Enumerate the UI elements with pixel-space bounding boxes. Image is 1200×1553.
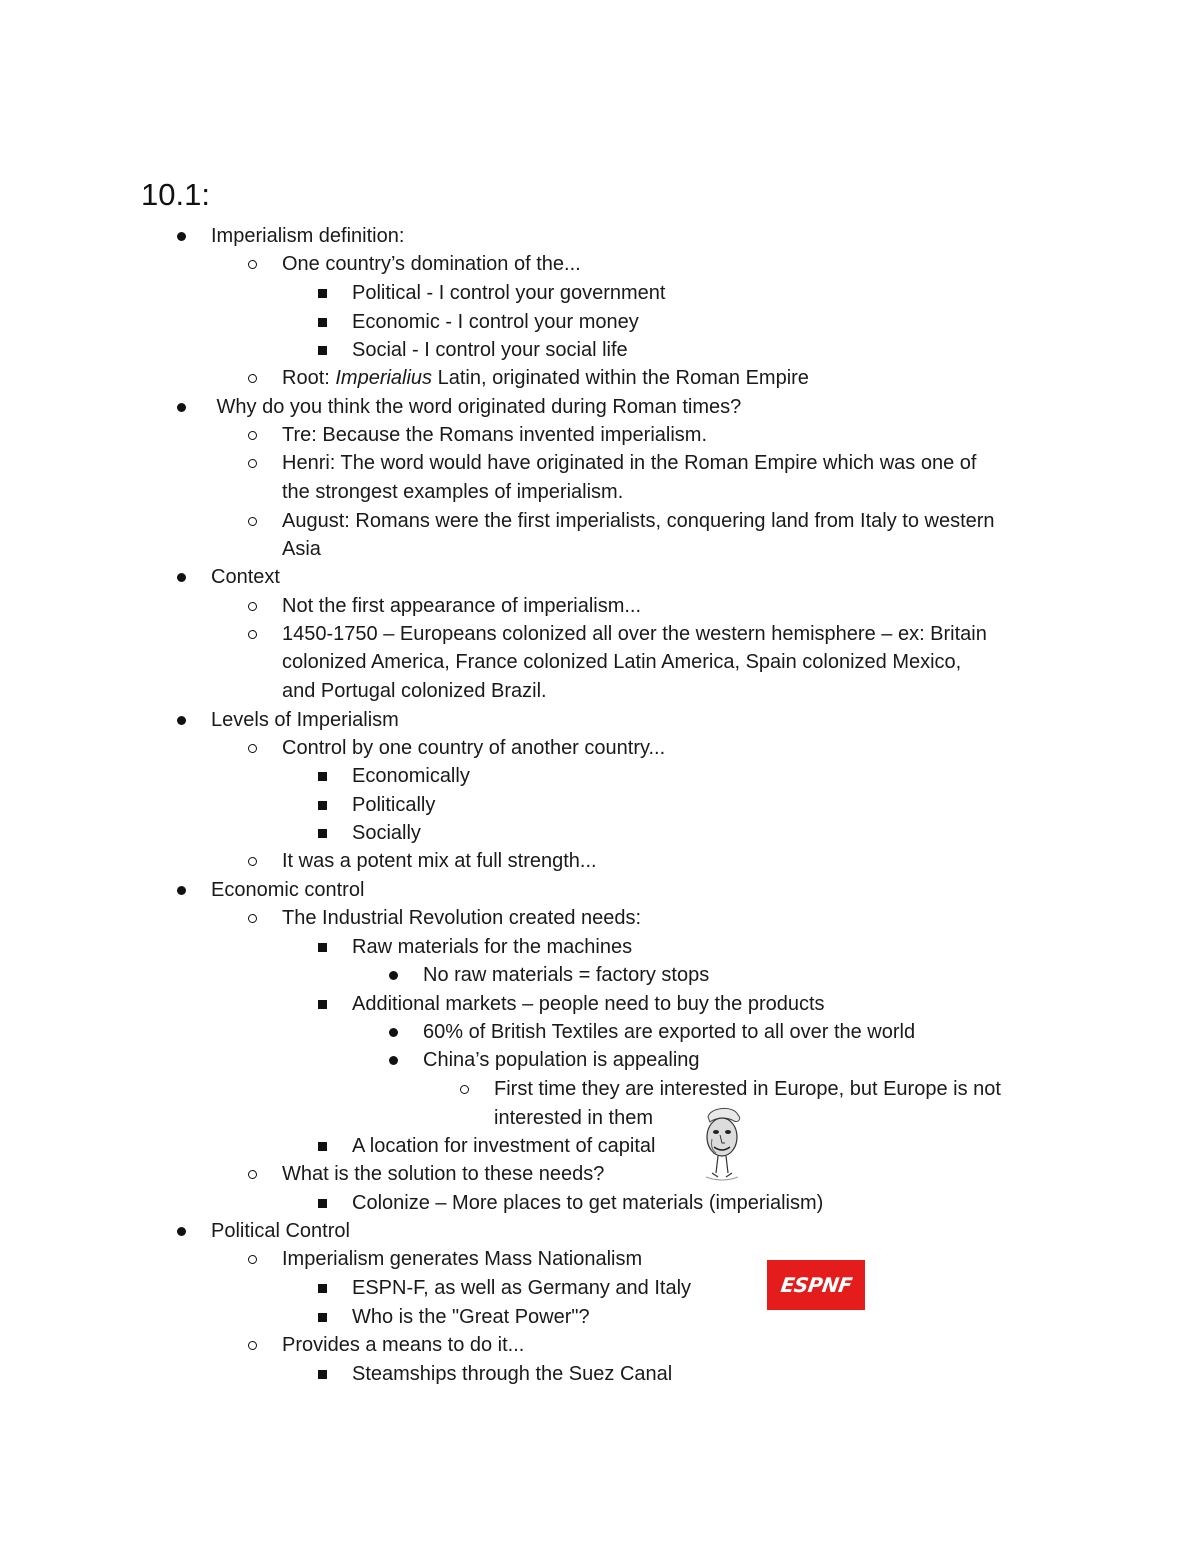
- line-text: Colonize – More places to get materials (imperialism): [352, 1192, 824, 1214]
- italic-term: Imperialius: [335, 367, 433, 389]
- line-text: Socially: [352, 822, 421, 844]
- outline-line: [352, 308, 639, 336]
- line-text: What is the solution to these needs?: [282, 1163, 605, 1185]
- line-text: Economic - I control your money: [352, 311, 639, 333]
- circle-bullet: [248, 857, 257, 866]
- square-bullet: [318, 1000, 327, 1009]
- outline-line: [282, 677, 547, 705]
- outline-line: [352, 1132, 656, 1160]
- square-bullet: [318, 1370, 327, 1379]
- line-text: The Industrial Revolution created needs:: [282, 907, 642, 929]
- espnf-logo-text: ESPNF: [779, 1273, 853, 1297]
- outline-line: [352, 336, 628, 364]
- disc-bullet: [389, 1056, 398, 1065]
- line-text: A location for investment of capital: [352, 1135, 656, 1157]
- line-text: colonized America, France colonized Latin America, Spain colonized Mexico,: [282, 651, 962, 673]
- line-text: Raw materials for the machines: [352, 936, 633, 958]
- circle-bullet: [248, 1170, 257, 1179]
- line-text: Economically: [352, 765, 470, 787]
- outline-line: [211, 393, 741, 421]
- outline-line: [352, 933, 632, 961]
- line-text: August: Romans were the first imperialists, conquering land from Italy to western: [282, 510, 995, 532]
- circle-bullet: [248, 1255, 257, 1264]
- outline-line: [282, 535, 321, 563]
- line-text: First time they are interested in Europe, but Europe is not: [494, 1078, 1001, 1100]
- line-text: Steamships through the Suez Canal: [352, 1363, 673, 1385]
- outline-line: [352, 791, 435, 819]
- outline-line: [282, 620, 987, 648]
- line-text: Not the first appearance of imperialism...: [282, 595, 642, 617]
- line-text: Political Control: [211, 1220, 350, 1242]
- circle-bullet: [248, 431, 257, 440]
- disc-bullet: [389, 971, 398, 980]
- square-bullet: [318, 1284, 327, 1293]
- outline-line: [352, 1303, 590, 1331]
- line-text: Political - I control your government: [352, 282, 666, 304]
- outline-line: [211, 706, 399, 734]
- outline-line: [423, 961, 709, 989]
- outline-line: [282, 734, 665, 762]
- disc-bullet: [177, 573, 186, 582]
- line-text: Provides a means to do it...: [282, 1334, 525, 1356]
- caricature-image: [698, 1103, 746, 1183]
- line-text: Politically: [352, 794, 436, 816]
- circle-bullet: [248, 374, 257, 383]
- line-text: Levels of Imperialism: [211, 709, 399, 731]
- line-text: Context: [211, 566, 280, 588]
- outline-line: [211, 563, 280, 591]
- line-text: Henri: The word would have originated in the Roman Empire which was one of: [282, 452, 977, 474]
- outline-line: [282, 648, 961, 676]
- outline-line: [211, 222, 404, 250]
- line-text: 60% of British Textiles are exported to all over the world: [423, 1021, 916, 1043]
- outline-line: [494, 1075, 1001, 1103]
- square-bullet: [318, 801, 327, 810]
- disc-bullet: [177, 886, 186, 895]
- outline-line: [352, 990, 825, 1018]
- circle-bullet: [460, 1085, 469, 1094]
- square-bullet: [318, 346, 327, 355]
- line-text: and Portugal colonized Brazil.: [282, 680, 547, 702]
- circle-bullet: [248, 630, 257, 639]
- outline-line: [282, 1331, 524, 1359]
- outline-line: [494, 1104, 653, 1132]
- circle-bullet: [248, 459, 257, 468]
- outline-line: [282, 250, 581, 278]
- square-bullet: [318, 289, 327, 298]
- outline-line: [352, 819, 421, 847]
- line-text: Why do you think the word originated during Roman times?: [211, 396, 742, 418]
- square-bullet: [318, 772, 327, 781]
- disc-bullet: [177, 716, 186, 725]
- line-text: Latin, originated within the Roman Empire: [432, 367, 809, 389]
- outline-line: [282, 364, 809, 392]
- square-bullet: [318, 1199, 327, 1208]
- disc-bullet: [177, 403, 186, 412]
- espnf-logo: [767, 1260, 865, 1310]
- line-text: Social - I control your social life: [352, 339, 628, 361]
- circle-bullet: [248, 260, 257, 269]
- outline-line: [423, 1018, 915, 1046]
- outline-line: [282, 421, 707, 449]
- line-text: One country’s domination of the...: [282, 253, 581, 275]
- outline-line: [282, 1245, 642, 1273]
- outline-line: [352, 762, 470, 790]
- square-bullet: [318, 943, 327, 952]
- outline-line: [423, 1046, 700, 1074]
- outline-line: [352, 1274, 691, 1302]
- circle-bullet: [248, 517, 257, 526]
- line-text: Economic control: [211, 879, 365, 901]
- line-text: Imperialism definition:: [211, 225, 405, 247]
- outline-line: [282, 904, 641, 932]
- disc-bullet: [177, 1227, 186, 1236]
- circle-bullet: [248, 602, 257, 611]
- circle-bullet: [248, 914, 257, 923]
- outline-line: [352, 279, 665, 307]
- outline-line: [282, 847, 597, 875]
- square-bullet: [318, 829, 327, 838]
- line-text: It was a potent mix at full strength...: [282, 850, 597, 872]
- outline-line: [282, 449, 976, 477]
- line-text: Imperialism generates Mass Nationalism: [282, 1248, 643, 1270]
- line-text: ESPN-F, as well as Germany and Italy: [352, 1277, 692, 1299]
- outline-line: [352, 1189, 823, 1217]
- square-bullet: [318, 1313, 327, 1322]
- outline-line: [282, 478, 623, 506]
- line-text: interested in them: [494, 1107, 653, 1129]
- line-text: Control by one country of another country...: [282, 737, 666, 759]
- line-text: Asia: [282, 538, 321, 560]
- square-bullet: [318, 318, 327, 327]
- section-heading: 10.1:: [141, 177, 210, 212]
- outline-line: [211, 1217, 350, 1245]
- square-bullet: [318, 1142, 327, 1151]
- circle-bullet: [248, 1341, 257, 1350]
- disc-bullet: [177, 232, 186, 241]
- outline-line: [211, 876, 364, 904]
- circle-bullet: [248, 744, 257, 753]
- line-text: Additional markets – people need to buy the products: [352, 993, 825, 1015]
- line-text: No raw materials = factory stops: [423, 964, 710, 986]
- outline-line: [352, 1360, 672, 1388]
- line-text: Who is the "Great Power"?: [352, 1306, 590, 1328]
- line-prefix: Root:: [282, 367, 336, 389]
- outline-line: [282, 1160, 604, 1188]
- line-text: 1450-1750 – Europeans colonized all over the western hemisphere – ex: Britain: [282, 623, 987, 645]
- outline-line: [282, 507, 995, 535]
- line-text: China’s population is appealing: [423, 1049, 700, 1071]
- disc-bullet: [389, 1028, 398, 1037]
- outline-line: [282, 592, 641, 620]
- line-text: the strongest examples of imperialism.: [282, 481, 624, 503]
- line-text: Tre: Because the Romans invented imperialism.: [282, 424, 707, 446]
